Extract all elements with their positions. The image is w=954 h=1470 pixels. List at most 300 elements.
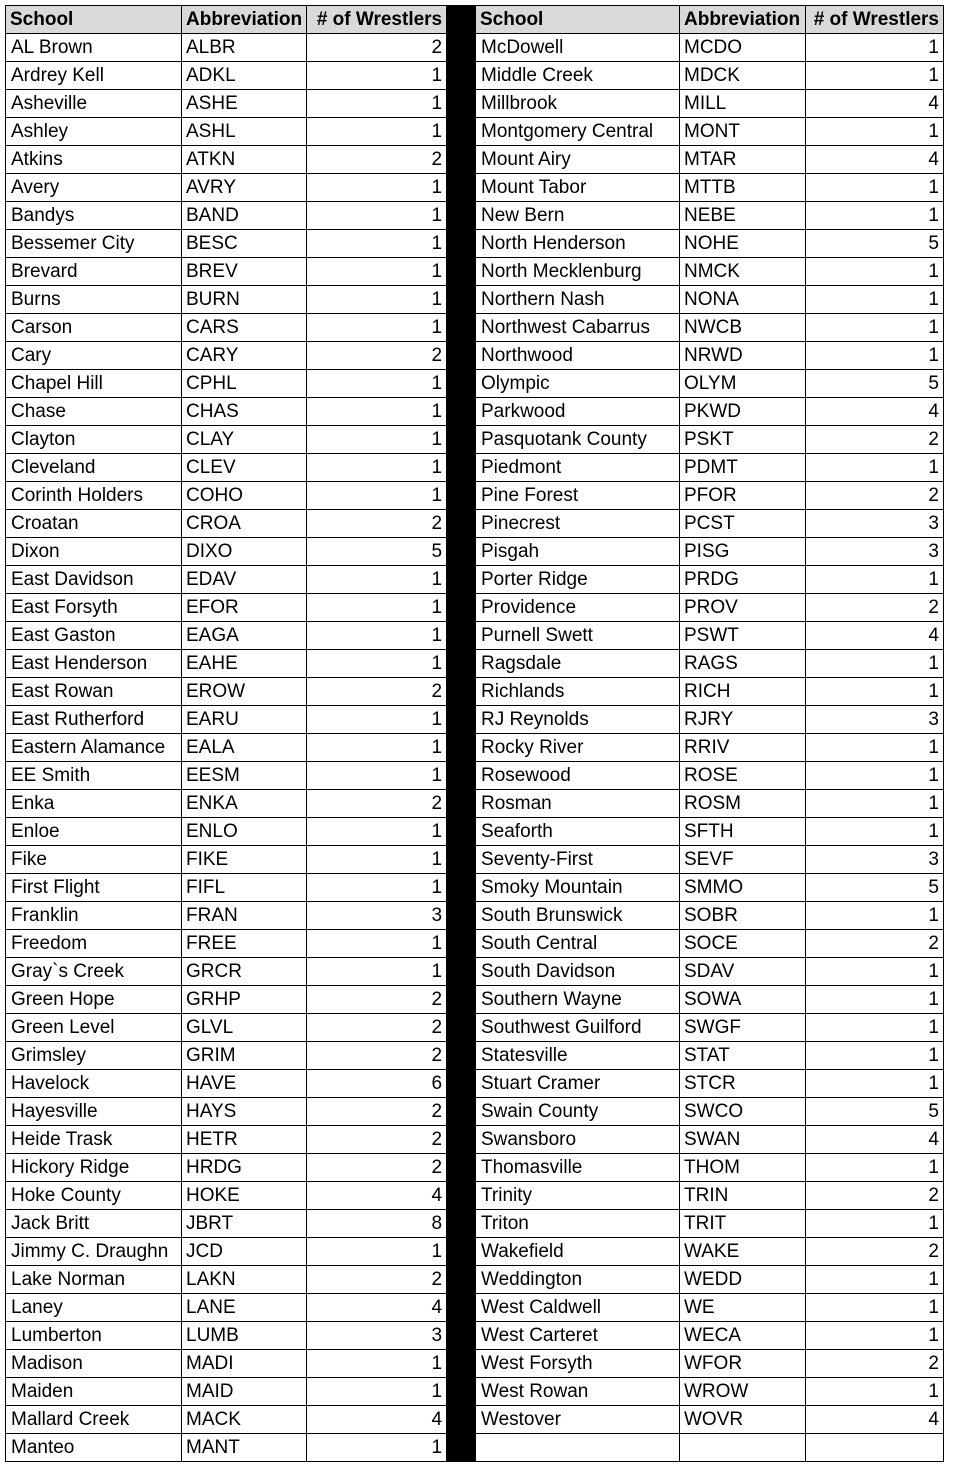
abbreviation-cell: MAID <box>182 1378 307 1406</box>
school-cell: Hoke County <box>6 1182 182 1210</box>
abbreviation-cell: FIFL <box>182 874 307 902</box>
table-row <box>6 426 447 454</box>
school-cell: East Forsyth <box>6 594 182 622</box>
table-row <box>6 958 447 986</box>
table-row <box>6 1154 447 1182</box>
wrestlers-cell: 4 <box>806 146 944 174</box>
table-row <box>476 678 944 706</box>
wrestlers-cell: 3 <box>307 902 447 930</box>
school-cell: Porter Ridge <box>476 566 680 594</box>
wrestlers-cell: 1 <box>806 1294 944 1322</box>
school-cell: Laney <box>6 1294 182 1322</box>
table-row <box>476 398 944 426</box>
abbreviation-cell: BESC <box>182 230 307 258</box>
school-cell: Mallard Creek <box>6 1406 182 1434</box>
wrestlers-cell: 1 <box>806 1322 944 1350</box>
header-school: School <box>6 6 182 34</box>
wrestlers-cell: 1 <box>307 426 447 454</box>
wrestlers-cell: 1 <box>806 1266 944 1294</box>
abbreviation-cell: LAKN <box>182 1266 307 1294</box>
table-row <box>476 454 944 482</box>
table-row <box>6 930 447 958</box>
school-cell: South Central <box>476 930 680 958</box>
wrestlers-cell: 1 <box>806 566 944 594</box>
table-row <box>476 1238 944 1266</box>
school-cell: RJ Reynolds <box>476 706 680 734</box>
table-row <box>476 34 944 62</box>
wrestlers-cell: 5 <box>307 538 447 566</box>
table-row <box>476 846 944 874</box>
abbreviation-cell: DIXO <box>182 538 307 566</box>
wrestlers-cell: 1 <box>307 594 447 622</box>
school-cell: EE Smith <box>6 762 182 790</box>
school-cell: Trinity <box>476 1182 680 1210</box>
school-cell: Enka <box>6 790 182 818</box>
wrestlers-cell: 1 <box>307 62 447 90</box>
wrestlers-cell: 2 <box>806 930 944 958</box>
wrestlers-cell: 1 <box>307 1378 447 1406</box>
abbreviation-cell: HAYS <box>182 1098 307 1126</box>
table-row <box>476 1014 944 1042</box>
school-cell: Northwest Cabarrus <box>476 314 680 342</box>
wrestlers-cell: 2 <box>307 678 447 706</box>
abbreviation-cell: EDAV <box>182 566 307 594</box>
school-cell: Clayton <box>6 426 182 454</box>
wrestlers-cell: 4 <box>806 1126 944 1154</box>
table-row <box>476 874 944 902</box>
table-row <box>6 118 447 146</box>
wrestlers-cell: 1 <box>806 34 944 62</box>
wrestlers-cell: 2 <box>307 342 447 370</box>
wrestlers-cell: 5 <box>806 1098 944 1126</box>
table-row <box>476 1126 944 1154</box>
table-row <box>476 510 944 538</box>
school-cell: Brevard <box>6 258 182 286</box>
abbreviation-cell: PFOR <box>680 482 806 510</box>
table-row <box>6 482 447 510</box>
table-row <box>6 174 447 202</box>
school-cell: AL Brown <box>6 34 182 62</box>
table-row <box>6 1434 447 1462</box>
abbreviation-cell: GLVL <box>182 1014 307 1042</box>
table-row <box>6 1182 447 1210</box>
table-row <box>6 762 447 790</box>
table-row <box>476 1154 944 1182</box>
abbreviation-cell: MILL <box>680 90 806 118</box>
abbreviation-cell: ASHE <box>182 90 307 118</box>
table-row <box>476 622 944 650</box>
table-row <box>6 1042 447 1070</box>
table-row <box>6 1238 447 1266</box>
abbreviation-cell: HAVE <box>182 1070 307 1098</box>
abbreviation-cell: SOBR <box>680 902 806 930</box>
abbreviation-cell: PSKT <box>680 426 806 454</box>
header-row <box>476 6 944 34</box>
school-cell: Bessemer City <box>6 230 182 258</box>
wrestlers-cell: 4 <box>307 1182 447 1210</box>
wrestlers-cell: 2 <box>806 1182 944 1210</box>
wrestlers-cell: 2 <box>307 986 447 1014</box>
abbreviation-cell: LUMB <box>182 1322 307 1350</box>
table-row <box>476 174 944 202</box>
wrestlers-cell: 1 <box>307 202 447 230</box>
wrestlers-cell: 1 <box>307 174 447 202</box>
table-row <box>6 510 447 538</box>
table-row <box>6 566 447 594</box>
header-school: School <box>476 6 680 34</box>
wrestlers-cell: 2 <box>806 594 944 622</box>
table-row <box>476 258 944 286</box>
abbreviation-cell: JCD <box>182 1238 307 1266</box>
abbreviation-cell: SDAV <box>680 958 806 986</box>
school-cell: Green Hope <box>6 986 182 1014</box>
table-row <box>6 678 447 706</box>
school-cell: Havelock <box>6 1070 182 1098</box>
table-row <box>476 1182 944 1210</box>
school-cell: Rosman <box>476 790 680 818</box>
wrestlers-cell: 1 <box>806 342 944 370</box>
wrestlers-cell: 4 <box>806 622 944 650</box>
school-cell: Ragsdale <box>476 650 680 678</box>
wrestlers-cell: 1 <box>806 258 944 286</box>
wrestlers-cell: 2 <box>806 426 944 454</box>
table-row <box>6 1014 447 1042</box>
table-row <box>6 146 447 174</box>
school-cell: East Rowan <box>6 678 182 706</box>
wrestlers-cell: 1 <box>806 118 944 146</box>
abbreviation-cell: PROV <box>680 594 806 622</box>
wrestlers-cell: 1 <box>806 650 944 678</box>
table-row <box>6 734 447 762</box>
table-row <box>6 874 447 902</box>
wrestlers-cell: 1 <box>806 314 944 342</box>
abbreviation-cell: NEBE <box>680 202 806 230</box>
school-cell: Ashley <box>6 118 182 146</box>
wrestlers-cell: 1 <box>307 874 447 902</box>
abbreviation-cell: THOM <box>680 1154 806 1182</box>
wrestlers-cell: 2 <box>307 1098 447 1126</box>
school-cell: Gray`s Creek <box>6 958 182 986</box>
school-cell: Madison <box>6 1350 182 1378</box>
school-cell: Northern Nash <box>476 286 680 314</box>
school-cell: Rosewood <box>476 762 680 790</box>
table-row <box>6 342 447 370</box>
abbreviation-cell: WE <box>680 1294 806 1322</box>
school-cell: Middle Creek <box>476 62 680 90</box>
school-cell: Pinecrest <box>476 510 680 538</box>
abbreviation-cell: NMCK <box>680 258 806 286</box>
table-row <box>6 1322 447 1350</box>
table-row <box>6 1098 447 1126</box>
abbreviation-cell: SOWA <box>680 986 806 1014</box>
abbreviation-cell: CROA <box>182 510 307 538</box>
table-row <box>476 370 944 398</box>
table-row <box>6 370 447 398</box>
wrestlers-cell: 1 <box>307 650 447 678</box>
wrestlers-cell: 1 <box>307 258 447 286</box>
school-cell: Fike <box>6 846 182 874</box>
wrestlers-cell: 1 <box>806 1210 944 1238</box>
abbreviation-cell: PISG <box>680 538 806 566</box>
school-cell: Jimmy C. Draughn <box>6 1238 182 1266</box>
abbreviation-cell: WROW <box>680 1378 806 1406</box>
school-cell: West Forsyth <box>476 1350 680 1378</box>
abbreviation-cell: MTTB <box>680 174 806 202</box>
wrestlers-cell: 5 <box>806 230 944 258</box>
abbreviation-cell: ROSE <box>680 762 806 790</box>
school-cell: Thomasville <box>476 1154 680 1182</box>
abbreviation-cell: FIKE <box>182 846 307 874</box>
school-cell: East Henderson <box>6 650 182 678</box>
abbreviation-cell: RAGS <box>680 650 806 678</box>
table-row <box>476 538 944 566</box>
header-abbreviation: Abbreviation <box>182 6 307 34</box>
wrestlers-cell: 4 <box>806 1406 944 1434</box>
table-row <box>6 1294 447 1322</box>
wrestlers-cell: 1 <box>307 706 447 734</box>
abbreviation-cell: NONA <box>680 286 806 314</box>
school-cell: Weddington <box>476 1266 680 1294</box>
abbreviation-cell: EROW <box>182 678 307 706</box>
wrestlers-cell: 1 <box>307 1434 447 1462</box>
school-cell: Burns <box>6 286 182 314</box>
abbreviation-cell: CARY <box>182 342 307 370</box>
abbreviation-cell: WECA <box>680 1322 806 1350</box>
school-cell: Maiden <box>6 1378 182 1406</box>
wrestlers-cell: 5 <box>806 370 944 398</box>
wrestlers-cell: 1 <box>806 286 944 314</box>
wrestlers-cell: 1 <box>806 62 944 90</box>
school-cell: Hickory Ridge <box>6 1154 182 1182</box>
table-row <box>476 958 944 986</box>
wrestlers-cell: 1 <box>307 286 447 314</box>
abbreviation-cell: CHAS <box>182 398 307 426</box>
abbreviation-cell: GRCR <box>182 958 307 986</box>
table-row <box>6 1126 447 1154</box>
school-cell: Freedom <box>6 930 182 958</box>
wrestlers-cell: 1 <box>307 398 447 426</box>
school-cell: Pisgah <box>476 538 680 566</box>
wrestlers-cell: 1 <box>806 790 944 818</box>
table-row <box>476 1266 944 1294</box>
table-row <box>6 1350 447 1378</box>
table-row <box>6 622 447 650</box>
school-cell: Hayesville <box>6 1098 182 1126</box>
wrestlers-cell: 1 <box>307 230 447 258</box>
school-cell: Cleveland <box>6 454 182 482</box>
abbreviation-cell: RRIV <box>680 734 806 762</box>
wrestlers-cell: 2 <box>806 1238 944 1266</box>
header-wrestlers: # of Wrestlers <box>307 6 447 34</box>
right-table <box>475 5 944 1462</box>
right-table-body <box>476 34 944 1462</box>
abbreviation-cell: PRDG <box>680 566 806 594</box>
abbreviation-cell: ASHL <box>182 118 307 146</box>
table-row <box>476 426 944 454</box>
header-row <box>6 6 447 34</box>
table-row <box>476 314 944 342</box>
header-wrestlers: # of Wrestlers <box>806 6 944 34</box>
table-row <box>6 706 447 734</box>
school-cell: Providence <box>476 594 680 622</box>
table-row <box>476 818 944 846</box>
table-row <box>476 1434 944 1462</box>
abbreviation-cell: ADKL <box>182 62 307 90</box>
left-table-body <box>6 34 447 1462</box>
wrestlers-cell: 1 <box>307 454 447 482</box>
wrestlers-cell: 1 <box>806 1070 944 1098</box>
school-cell: Westover <box>476 1406 680 1434</box>
wrestlers-cell: 1 <box>307 482 447 510</box>
abbreviation-cell: CLEV <box>182 454 307 482</box>
school-cell: Asheville <box>6 90 182 118</box>
abbreviation-cell: NOHE <box>680 230 806 258</box>
school-cell: Cary <box>6 342 182 370</box>
wrestlers-cell: 4 <box>307 1406 447 1434</box>
table-row <box>476 1294 944 1322</box>
abbreviation-cell: BAND <box>182 202 307 230</box>
table-row <box>476 118 944 146</box>
wrestlers-cell: 1 <box>307 90 447 118</box>
table-row <box>6 594 447 622</box>
abbreviation-cell: STCR <box>680 1070 806 1098</box>
wrestlers-cell: 3 <box>307 1322 447 1350</box>
table-row <box>476 762 944 790</box>
wrestlers-cell: 3 <box>806 510 944 538</box>
school-cell: Bandys <box>6 202 182 230</box>
school-cell: North Mecklenburg <box>476 258 680 286</box>
wrestlers-cell: 5 <box>806 874 944 902</box>
abbreviation-cell: ATKN <box>182 146 307 174</box>
abbreviation-cell: HRDG <box>182 1154 307 1182</box>
table-row <box>6 90 447 118</box>
table-row <box>476 566 944 594</box>
abbreviation-cell: PSWT <box>680 622 806 650</box>
abbreviation-cell: ENKA <box>182 790 307 818</box>
wrestlers-cell: 1 <box>307 930 447 958</box>
abbreviation-cell: HOKE <box>182 1182 307 1210</box>
abbreviation-cell: WEDD <box>680 1266 806 1294</box>
school-cell: Stuart Cramer <box>476 1070 680 1098</box>
table-row <box>6 34 447 62</box>
school-cell: North Henderson <box>476 230 680 258</box>
abbreviation-cell: EESM <box>182 762 307 790</box>
table-row <box>476 202 944 230</box>
wrestlers-cell: 2 <box>307 1266 447 1294</box>
abbreviation-cell: STAT <box>680 1042 806 1070</box>
school-cell: Pasquotank County <box>476 426 680 454</box>
school-cell: Triton <box>476 1210 680 1238</box>
wrestlers-cell: 2 <box>806 1350 944 1378</box>
table-row <box>6 286 447 314</box>
school-cell: West Carteret <box>476 1322 680 1350</box>
school-cell: Piedmont <box>476 454 680 482</box>
abbreviation-cell: EFOR <box>182 594 307 622</box>
wrestlers-cell: 2 <box>806 482 944 510</box>
school-cell: West Caldwell <box>476 1294 680 1322</box>
school-cell: Ardrey Kell <box>6 62 182 90</box>
abbreviation-cell: WOVR <box>680 1406 806 1434</box>
wrestlers-cell: 1 <box>307 818 447 846</box>
table-row <box>6 986 447 1014</box>
school-cell: Corinth Holders <box>6 482 182 510</box>
abbreviation-cell: PKWD <box>680 398 806 426</box>
table-row <box>6 230 447 258</box>
table-row <box>476 62 944 90</box>
table-row <box>6 1378 447 1406</box>
table-row <box>6 650 447 678</box>
wrestlers-cell: 1 <box>806 902 944 930</box>
abbreviation-cell: TRIT <box>680 1210 806 1238</box>
abbreviation-cell: WFOR <box>680 1350 806 1378</box>
wrestlers-cell: 1 <box>307 314 447 342</box>
school-cell: First Flight <box>6 874 182 902</box>
school-cell: Jack Britt <box>6 1210 182 1238</box>
abbreviation-cell: BREV <box>182 258 307 286</box>
abbreviation-cell: PDMT <box>680 454 806 482</box>
table-row <box>476 482 944 510</box>
table-row <box>476 594 944 622</box>
abbreviation-cell: MTAR <box>680 146 806 174</box>
table-row <box>476 1098 944 1126</box>
school-cell: Seventy-First <box>476 846 680 874</box>
wrestlers-cell: 1 <box>307 958 447 986</box>
abbreviation-cell: RJRY <box>680 706 806 734</box>
wrestlers-cell: 2 <box>307 146 447 174</box>
wrestlers-cell: 1 <box>307 1238 447 1266</box>
wrestlers-cell: 2 <box>307 1014 447 1042</box>
wrestlers-cell: 2 <box>307 1154 447 1182</box>
wrestlers-cell: 2 <box>307 34 447 62</box>
table-row <box>6 1210 447 1238</box>
wrestlers-cell: 1 <box>806 734 944 762</box>
abbreviation-cell: SMMO <box>680 874 806 902</box>
abbreviation-cell: EARU <box>182 706 307 734</box>
table-row <box>6 314 447 342</box>
abbreviation-cell: SWGF <box>680 1014 806 1042</box>
left-table <box>5 5 447 1462</box>
school-cell: Northwood <box>476 342 680 370</box>
wrestlers-cell: 1 <box>307 846 447 874</box>
abbreviation-cell: CLAY <box>182 426 307 454</box>
wrestlers-cell: 1 <box>806 762 944 790</box>
school-cell: Manteo <box>6 1434 182 1462</box>
table-row <box>6 454 447 482</box>
wrestlers-cell: 1 <box>307 118 447 146</box>
table-row <box>476 1070 944 1098</box>
table-row <box>6 1070 447 1098</box>
table-row <box>476 930 944 958</box>
school-cell: East Rutherford <box>6 706 182 734</box>
abbreviation-cell: RICH <box>680 678 806 706</box>
table-row <box>476 650 944 678</box>
abbreviation-cell: SWAN <box>680 1126 806 1154</box>
school-cell: Swansboro <box>476 1126 680 1154</box>
abbreviation-cell: GRHP <box>182 986 307 1014</box>
wrestlers-cell: 1 <box>307 370 447 398</box>
table-row <box>6 202 447 230</box>
school-cell: Franklin <box>6 902 182 930</box>
wrestlers-cell: 1 <box>307 566 447 594</box>
wrestlers-cell: 3 <box>806 538 944 566</box>
table-row <box>6 62 447 90</box>
school-cell: McDowell <box>476 34 680 62</box>
abbreviation-cell: EALA <box>182 734 307 762</box>
school-cell: Richlands <box>476 678 680 706</box>
school-cell: Mount Airy <box>476 146 680 174</box>
abbreviation-cell: FREE <box>182 930 307 958</box>
wrestlers-cell: 4 <box>307 1294 447 1322</box>
